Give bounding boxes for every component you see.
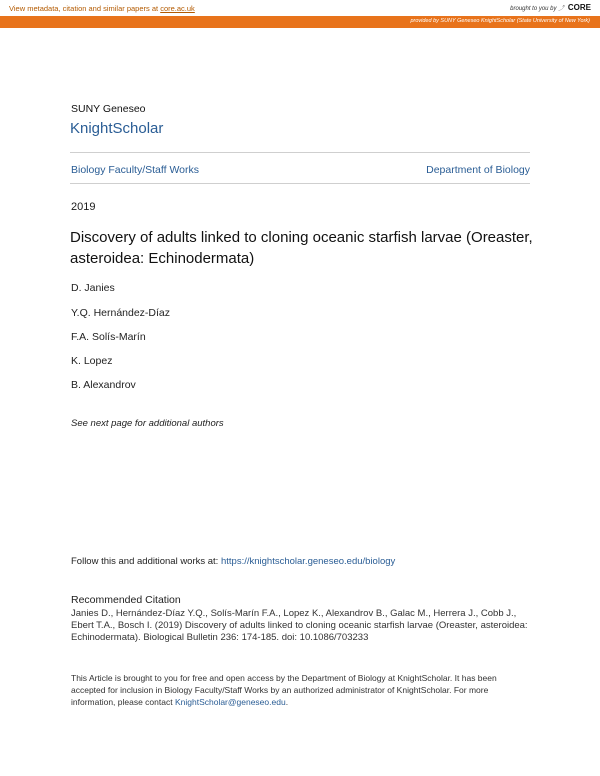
author: D. Janies — [71, 282, 115, 294]
recommended-citation-heading: Recommended Citation — [71, 594, 181, 606]
repository-link[interactable]: KnightScholar — [70, 120, 164, 137]
footer-end: . — [285, 697, 289, 707]
contact-email-link[interactable]: KnightScholar@geneseo.edu — [174, 697, 286, 707]
core-logo-icon[interactable]: ⤴ — [558, 6, 565, 12]
article-title: Discovery of adults linked to cloning oceanic starfish larvae (Oreaster, asteroidea: Echinodermata) — [70, 229, 533, 267]
core-banner-label: View metadata, citation and similar papers at — [9, 4, 159, 13]
core-logo-text[interactable]: CORE — [567, 3, 591, 12]
publication-year: 2019 — [71, 201, 96, 213]
footer-text: This Article is brought to you for free and open access by the Department of Biology at KnightScholar. It has been accepted for inclusion in Biology Faculty/Staff Works by an authorized administrator of KnightScholar. For more information, please contact — [71, 673, 497, 707]
brought-by — [510, 3, 591, 12]
core-link[interactable]: core.ac.uk — [160, 4, 195, 13]
author: Y.Q. Hernández-Díaz — [71, 307, 171, 319]
recommended-citation-text: Janies D., Hernández-Díaz Y.Q., Solís-Marín F.A., Lopez K., Alexandrov B., Galac M., Herrera J., Cobb J., Ebert T.A., Bosch I. (2019) Discovery of adults linked to cloning oceanic starfish larvae (Oreaster, asteroidea: Echinodermata). Biological Bulletin 236: 174-185. doi: 10.1086/703233 — [71, 608, 528, 643]
see-next-page-note: See next page for additional authors — [71, 418, 224, 429]
author: B. Alexandrov — [71, 379, 136, 391]
provided-by-bar — [0, 16, 600, 28]
follow-text: Follow this and additional works at: — [71, 556, 219, 567]
department-link[interactable]: Department of Biology — [426, 164, 530, 176]
collection-link[interactable]: Biology Faculty/Staff Works — [71, 164, 199, 176]
follow-link[interactable]: https://knightscholar.geneseo.edu/biology — [220, 556, 396, 567]
institution-name: SUNY Geneseo — [71, 103, 146, 115]
author: K. Lopez — [71, 355, 113, 367]
core-banner — [0, 0, 600, 16]
author: F.A. Solís-Marín — [71, 331, 146, 343]
core-banner-text — [9, 4, 195, 13]
access-footer — [71, 672, 531, 708]
follow-line — [71, 556, 395, 567]
provided-by-text: provided by SUNY Geneseo KnightScholar (State University of New York) — [410, 18, 590, 24]
divider-top — [70, 152, 530, 153]
divider-bottom — [70, 183, 530, 184]
brought-by-label: brought to you by — [510, 6, 557, 12]
